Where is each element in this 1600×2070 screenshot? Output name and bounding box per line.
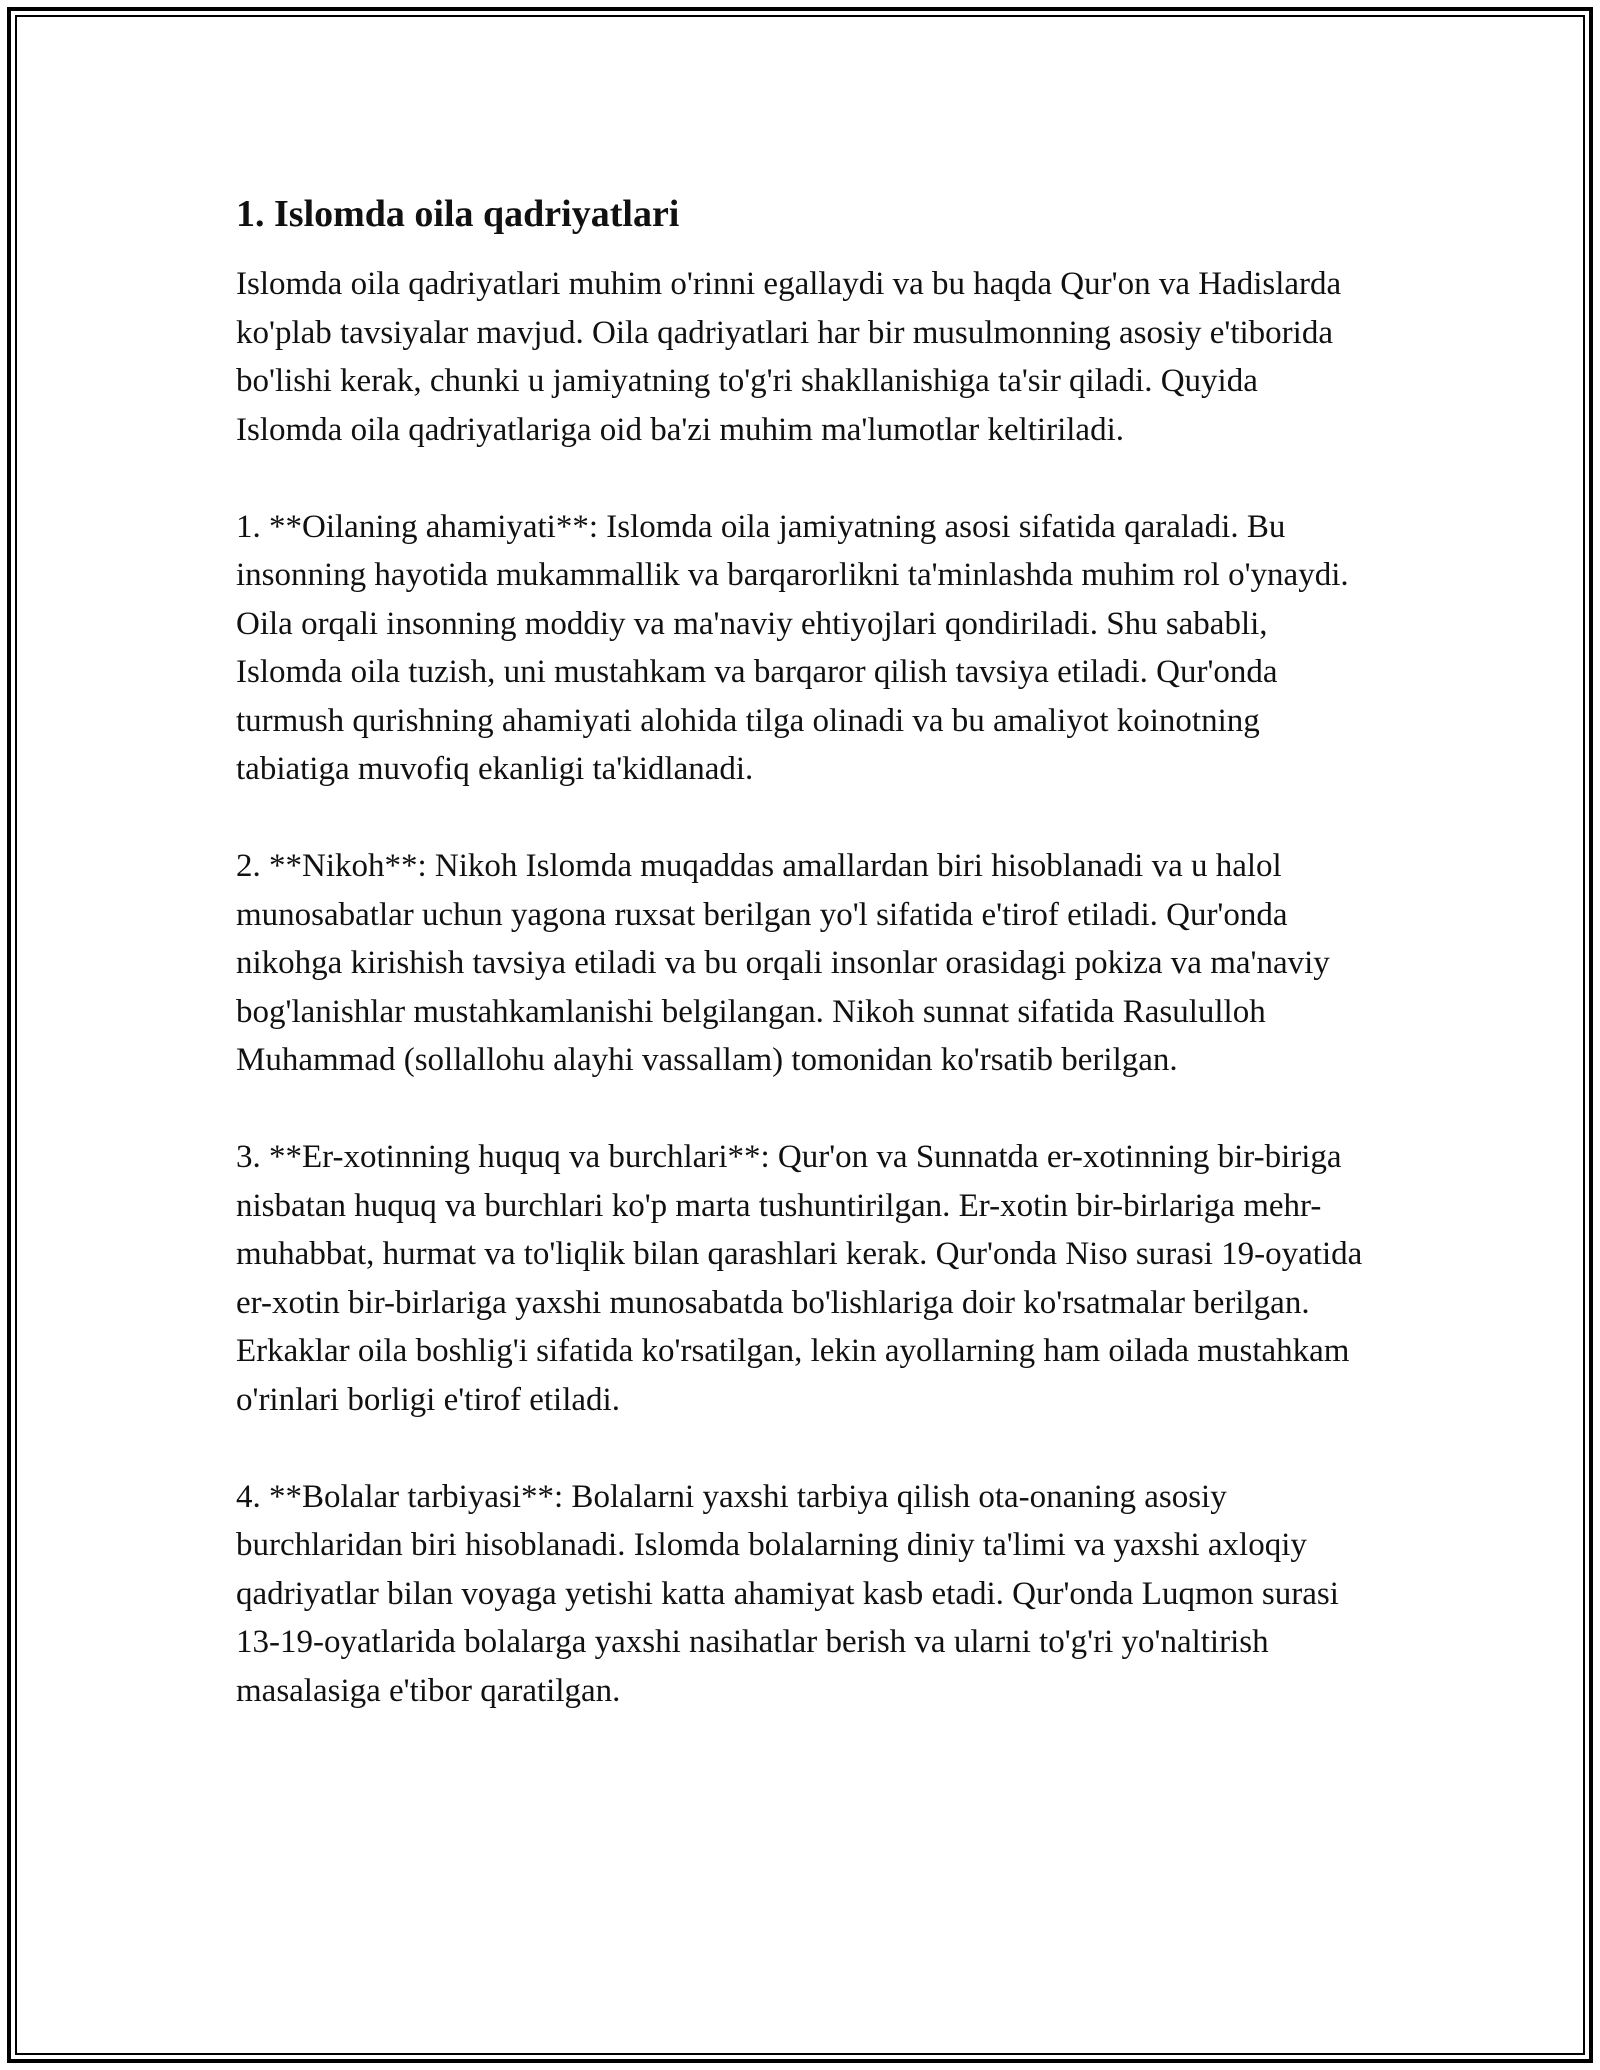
document-body <box>236 186 1366 1764</box>
paragraph-oilaning-ahamiyati: 1. **Oilaning ahamiyati**: Islomda oila jamiyatning asosi sifatida qaraladi. Bu insonning hayotida mukammallik va barqarorlikni ta'minlashda muhim rol o'ynaydi. Oila orqali insonning moddiy va ma'naviy ehtiyojlari qondiriladi. Shu sababli, Islomda oila tuzish, uni mustahkam va barqaror qilish tavsiya etiladi. Qur'onda turmush qurishning ahamiyati alohida tilga olinadi va bu amaliyot koinotning tabiatiga muvofiq ekanligi ta'kidlanadi. <box>236 508 1349 787</box>
intro-paragraph: Islomda oila qadriyatlari muhim o'rinni egallaydi va bu haqda Qur'on va Hadislarda ko'plab tavsiyalar mavjud. Oila qadriyatlari har bir musulmonning asosiy e'tiborida bo'lishi kerak, chunki u jamiyatning to'g'ri shakllanishiga ta'sir qiladi. Quyida Islomda oila qadriyatlariga oid ba'zi muhim ma'lumotlar keltiriladi. <box>236 266 1342 448</box>
paragraph-nikoh: 2. **Nikoh**: Nikoh Islomda muqaddas amallardan biri hisoblanadi va u halol munosabatlar uchun yagona ruxsat berilgan yo'l sifatida e'tirof etiladi. Qur'onda nikohga kirishish tavsiya etiladi va bu orqali insonlar orasidagi pokiza va ma'naviy bog'lanishlar mustahkamlanishi belgilangan. Nikoh sunnat sifatida Rasululloh Muhammad (sollallohu alayhi vassallam) tomonidan ko'rsatib berilgan. <box>236 848 1330 1078</box>
section-heading: 1. Islomda oila qadriyatlari <box>236 193 680 235</box>
paragraph-er-xotinning-huquq: 3. **Er-xotinning huquq va burchlari**: Qur'on va Sunnatda er-xotinning bir-biriga nisbatan huquq va burchlari ko'p marta tushuntirilgan. Er-xotin bir-birlariga mehr-muhabbat, hurmat va to'liqlik bilan qarashlari kerak. Qur'onda Niso surasi 19-oyatida er-xotin bir-birlariga yaxshi munosabatda bo'lishlariga doir ko'rsatmalar berilgan. Erkaklar oila boshlig'i sifatida ko'rsatilgan, lekin ayollarning ham oilada mustahkam o'rinlari borligi e'tirof etiladi. <box>236 1139 1363 1418</box>
paragraph-bolalar-tarbiyasi: 4. **Bolalar tarbiyasi**: Bolalarni yaxshi tarbiya qilish ota-onaning asosiy burchlaridan biri hisoblanadi. Islomda bolalarning diniy ta'limi va yaxshi axloqiy qadriyatlar bilan voyaga yetishi katta ahamiyat kasb etadi. Qur'onda Luqmon surasi 13-19-oyatlarida bolalarga yaxshi nasihatlar berish va ularni to'g'ri yo'naltirish masalasiga e'tibor qaratilgan. <box>236 1478 1339 1709</box>
